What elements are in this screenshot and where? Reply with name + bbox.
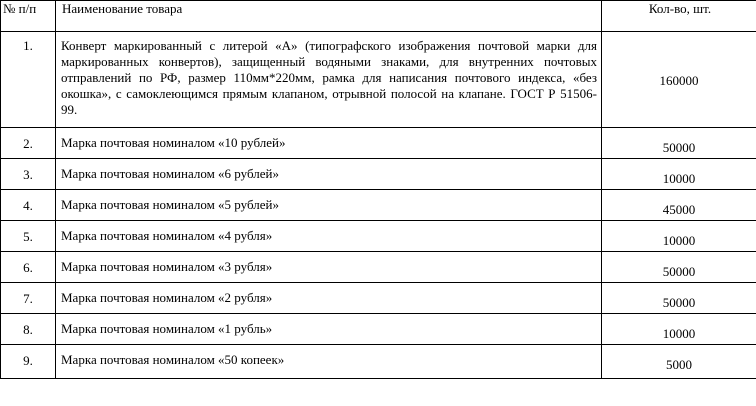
header-product-name: Наименование товара bbox=[56, 1, 602, 32]
quantity: 45000 bbox=[602, 190, 756, 221]
product-name: Марка почтовая номиналом «50 копеек» bbox=[56, 345, 602, 379]
row-number: 8. bbox=[1, 314, 56, 345]
quantity: 5000 bbox=[602, 345, 756, 379]
quantity: 10000 bbox=[602, 159, 756, 190]
product-name: Конверт маркированный с литерой «А» (типографского изображения почтовой марки для маркированных конвертов), защищенный водяными знаками, для внутренних почтовых отправлений по РФ, размер 110мм*220мм, рамка для написания почтового индекса, «без окошка», с самоклеющимся прямым клапаном, отрывной полосой на клапане. ГОСТ Р 51506-99. bbox=[56, 32, 602, 128]
row-number: 2. bbox=[1, 128, 56, 159]
row-number: 6. bbox=[1, 252, 56, 283]
row-number: 7. bbox=[1, 283, 56, 314]
product-name: Марка почтовая номиналом «1 рубль» bbox=[56, 314, 602, 345]
product-name: Марка почтовая номиналом «2 рубля» bbox=[56, 283, 602, 314]
header-number: № п/п bbox=[1, 1, 56, 32]
quantity: 50000 bbox=[602, 283, 756, 314]
product-name: Марка почтовая номиналом «10 рублей» bbox=[56, 128, 602, 159]
table-row bbox=[1, 283, 756, 314]
quantity: 50000 bbox=[602, 252, 756, 283]
header-row bbox=[1, 1, 756, 32]
quantity: 10000 bbox=[602, 314, 756, 345]
row-number: 4. bbox=[1, 190, 56, 221]
product-name: Марка почтовая номиналом «5 рублей» bbox=[56, 190, 602, 221]
row-number: 9. bbox=[1, 345, 56, 379]
row-number: 3. bbox=[1, 159, 56, 190]
table-row bbox=[1, 221, 756, 252]
product-name: Марка почтовая номиналом «4 рубля» bbox=[56, 221, 602, 252]
table-row bbox=[1, 190, 756, 221]
product-name: Марка почтовая номиналом «6 рублей» bbox=[56, 159, 602, 190]
row-number: 1. bbox=[1, 32, 56, 128]
table-row bbox=[1, 128, 756, 159]
table-row bbox=[1, 345, 756, 379]
table-row bbox=[1, 32, 756, 128]
table-row bbox=[1, 159, 756, 190]
quantity: 160000 bbox=[602, 32, 756, 128]
table-row bbox=[1, 252, 756, 283]
product-name: Марка почтовая номиналом «3 рубля» bbox=[56, 252, 602, 283]
row-number: 5. bbox=[1, 221, 56, 252]
quantity: 50000 bbox=[602, 128, 756, 159]
header-quantity: Кол-во, шт. bbox=[602, 1, 756, 32]
quantity: 10000 bbox=[602, 221, 756, 252]
table-row bbox=[1, 314, 756, 345]
